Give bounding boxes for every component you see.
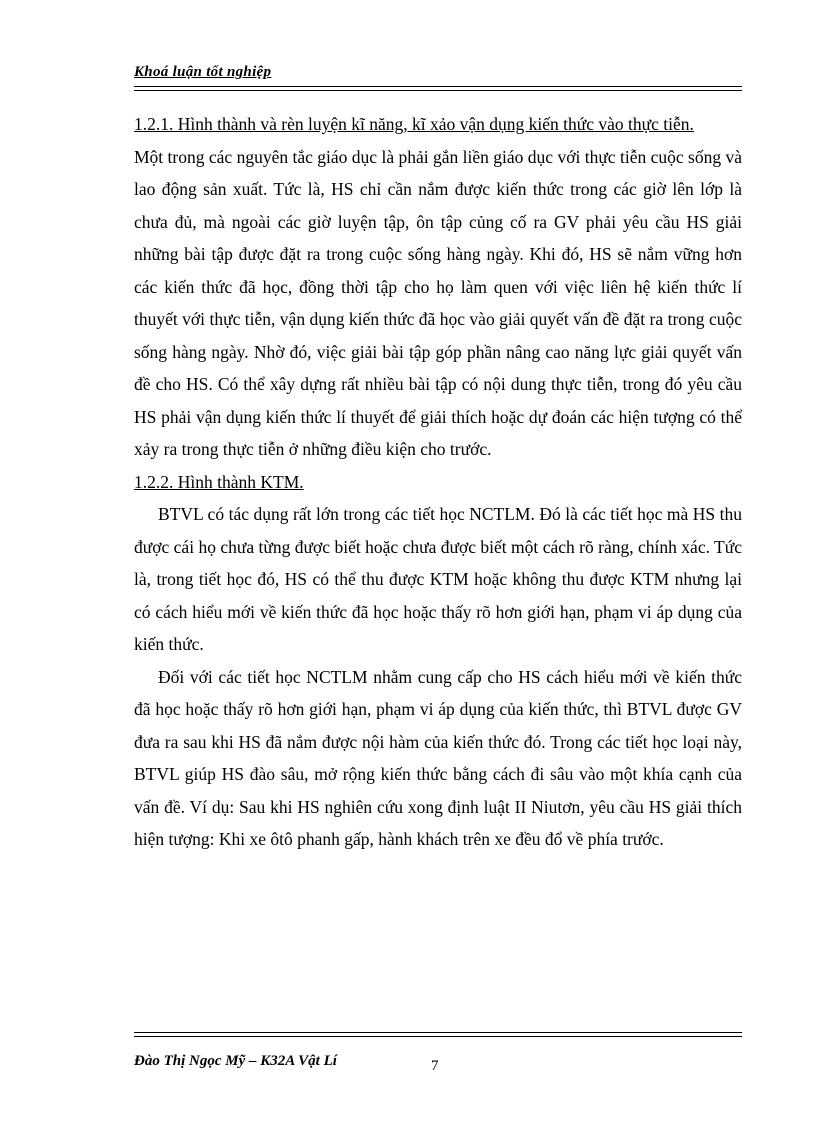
section-heading-1-2-1: 1.2.1. Hình thành và rèn luyện kĩ năng, kĩ xảo vận dụng kiến thức vào thực tiễn. <box>134 114 694 134</box>
header-rule-bottom <box>134 90 742 91</box>
footer-rule-top <box>134 1032 742 1033</box>
page-number: 7 <box>431 1058 439 1074</box>
header-title: Khoá luận tốt nghiệp <box>134 64 272 80</box>
section-paragraph: Một trong các nguyên tắc giáo dục là phải gắn liền giáo dục với thực tiễn cuộc sống và lao động sản xuất. Tức là, HS chỉ cần nắm được kiến thức trong các giờ lên lớp là chưa đủ, mà ngoài các giờ luyện tập, ôn tập củng cố ra GV phải yêu cầu HS giải những bài tập được đặt ra trong cuộc sống hàng ngày. Khi đó, HS sẽ nắm vững hơn các kiến thức đã học, đồng thời tập cho họ làm quen với việc liên hệ kiến thức lí thuyết với thực tiễn, vận dụng kiến thức đã học vào giải quyết vấn đề đặt ra trong cuộc sống hàng ngày. Nhờ đó, việc giải bài tập góp phần nâng cao năng lực giải quyết vấn đề cho HS. Có thể xây dựng rất nhiều bài tập có nội dung thực tiễn, trong đó yêu cầu HS phải vận dụng kiến thức lí thuyết để giải thích hoặc dự đoán các hiện tượng có thể xảy ra trong thực tiễn ở những điều kiện cho trước. <box>134 146 742 459</box>
footer-rule-bottom <box>134 1036 742 1037</box>
section-paragraph: Đối với các tiết học NCTLM nhằm cung cấp cho HS cách hiểu mới về kiến thức đã học hoặc thấy rõ hơn giới hạn, phạm vi áp dụng của kiến thức, thì BTVL được GV đưa ra sau khi HS đã nắm được nội hàm của kiến thức đó. Trong các tiết học loại này, BTVL giúp HS đào sâu, mở rộng kiến thức bằng cách đi sâu vào một khía cạnh của vấn đề. Ví dụ: Sau khi HS nghiên cứu xong định luật II Niutơn, yêu cầu HS giải thích hiện tượng: Khi xe ôtô phanh gấp, hành khách trên xe đều đổ về phía trước. <box>134 666 742 849</box>
section-paragraph: BTVL có tác dụng rất lớn trong các tiết học NCTLM. Đó là các tiết học mà HS thu được cái họ chưa từng được biết hoặc chưa được biết một cách rõ ràng, chính xác. Tức là, trong tiết học đó, HS có thể thu được KTM hoặc không thu được KTM nhưng lại có cách hiểu mới về kiến thức đã học hoặc thấy rõ hơn giới hạn, phạm vi áp dụng của kiến thức. <box>134 504 742 654</box>
header-rule-top <box>134 86 742 87</box>
page-body <box>134 108 742 856</box>
section-heading-1-2-2: 1.2.2. Hình thành KTM. <box>134 471 304 492</box>
footer-author: Đào Thị Ngọc Mỹ – K32A Vật Lí <box>134 1053 337 1069</box>
